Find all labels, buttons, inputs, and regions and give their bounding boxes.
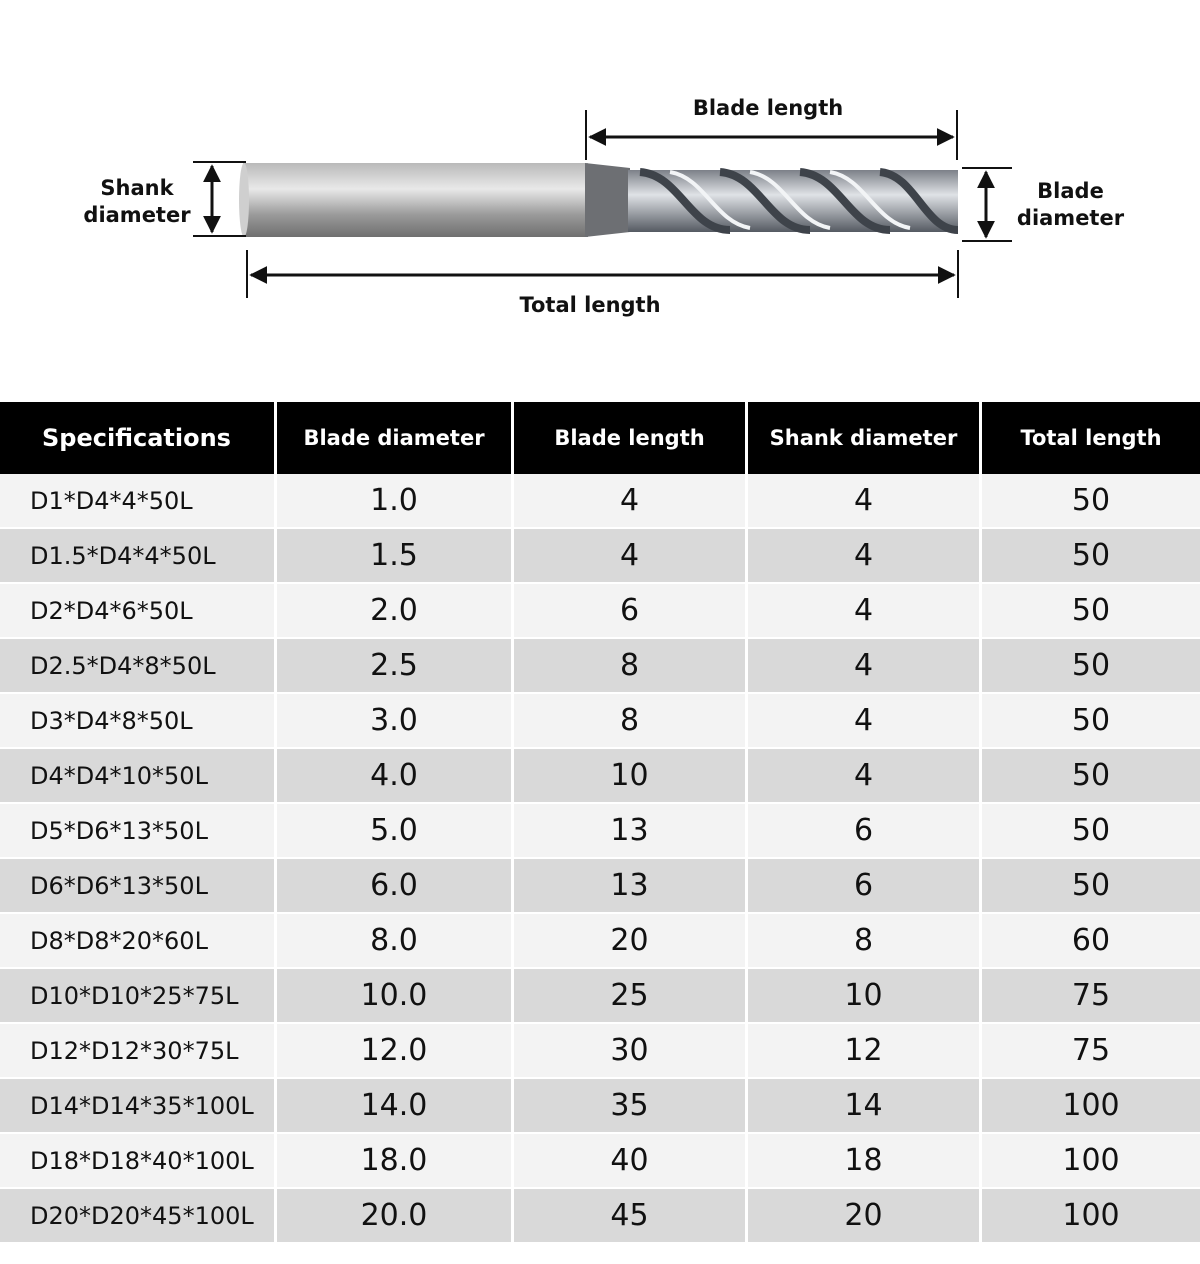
blade-length-label: Blade length — [692, 96, 844, 120]
table-row — [0, 859, 1200, 914]
table-row — [0, 749, 1200, 804]
cell-total-length: 50 — [982, 694, 1200, 749]
cell-total-length: 50 — [982, 474, 1200, 529]
cell-blade-diameter: 18.0 — [277, 1134, 514, 1189]
cell-blade-diameter: 3.0 — [277, 694, 514, 749]
cell-blade-diameter: 4.0 — [277, 749, 514, 804]
cell-shank-diameter: 12 — [748, 1024, 982, 1079]
blade-diameter-label-line2: diameter — [1016, 206, 1125, 230]
cell-total-length: 50 — [982, 584, 1200, 639]
table-row — [0, 529, 1200, 584]
cell-blade-length: 30 — [514, 1024, 748, 1079]
table-body — [0, 474, 1200, 1244]
cell-specification: D4*D4*10*50L — [0, 749, 277, 804]
table-row — [0, 584, 1200, 639]
table-row — [0, 694, 1200, 749]
cell-shank-diameter: 8 — [748, 914, 982, 969]
cell-blade-length: 45 — [514, 1189, 748, 1244]
cell-blade-length: 13 — [514, 804, 748, 859]
cell-shank-diameter: 4 — [748, 474, 982, 529]
header-shank-diameter: Shank diameter — [748, 402, 982, 474]
cell-blade-diameter: 5.0 — [277, 804, 514, 859]
cell-total-length: 50 — [982, 859, 1200, 914]
cell-blade-diameter: 1.0 — [277, 474, 514, 529]
cell-specification: D5*D6*13*50L — [0, 804, 277, 859]
cell-blade-length: 6 — [514, 584, 748, 639]
cell-shank-diameter: 4 — [748, 749, 982, 804]
cell-blade-diameter: 2.0 — [277, 584, 514, 639]
cell-total-length: 100 — [982, 1189, 1200, 1244]
cell-total-length: 75 — [982, 969, 1200, 1024]
cell-blade-diameter: 1.5 — [277, 529, 514, 584]
cell-total-length: 50 — [982, 639, 1200, 694]
table-row — [0, 1079, 1200, 1134]
cell-shank-diameter: 4 — [748, 694, 982, 749]
cell-blade-length: 20 — [514, 914, 748, 969]
cell-blade-diameter: 2.5 — [277, 639, 514, 694]
header-blade-length: Blade length — [514, 402, 748, 474]
cell-shank-diameter: 4 — [748, 639, 982, 694]
cell-specification: D2*D4*6*50L — [0, 584, 277, 639]
blade-diameter-label-line1: Blade — [1037, 179, 1104, 203]
cell-blade-length: 10 — [514, 749, 748, 804]
cell-shank-diameter: 6 — [748, 859, 982, 914]
cell-blade-length: 8 — [514, 639, 748, 694]
table-row — [0, 1189, 1200, 1244]
cell-shank-diameter: 4 — [748, 584, 982, 639]
cell-specification: D3*D4*8*50L — [0, 694, 277, 749]
shank-diameter-label — [72, 175, 202, 229]
cell-specification: D20*D20*45*100L — [0, 1189, 277, 1244]
cell-specification: D14*D14*35*100L — [0, 1079, 277, 1134]
cell-blade-length: 13 — [514, 859, 748, 914]
specifications-table — [0, 402, 1200, 1244]
table-row — [0, 474, 1200, 529]
cell-specification: D1*D4*4*50L — [0, 474, 277, 529]
cell-blade-length: 40 — [514, 1134, 748, 1189]
header-specifications: Specifications — [0, 402, 277, 474]
shank-taper — [585, 163, 630, 237]
cell-blade-diameter: 12.0 — [277, 1024, 514, 1079]
shank-diameter-label-line1: Shank — [100, 176, 174, 200]
header-blade-diameter: Blade diameter — [277, 402, 514, 474]
header-total-length: Total length — [982, 402, 1200, 474]
cell-blade-diameter: 8.0 — [277, 914, 514, 969]
cell-total-length: 50 — [982, 804, 1200, 859]
end-mill-diagram — [0, 0, 1200, 360]
cell-total-length: 100 — [982, 1134, 1200, 1189]
table-row — [0, 804, 1200, 859]
table-row — [0, 1024, 1200, 1079]
shank-body — [243, 163, 588, 237]
cell-shank-diameter: 20 — [748, 1189, 982, 1244]
table-row — [0, 969, 1200, 1024]
cell-blade-diameter: 14.0 — [277, 1079, 514, 1134]
cell-specification: D10*D10*25*75L — [0, 969, 277, 1024]
cell-total-length: 75 — [982, 1024, 1200, 1079]
cell-specification: D2.5*D4*8*50L — [0, 639, 277, 694]
cell-shank-diameter: 18 — [748, 1134, 982, 1189]
cell-blade-length: 4 — [514, 474, 748, 529]
cell-specification: D6*D6*13*50L — [0, 859, 277, 914]
cell-total-length: 50 — [982, 529, 1200, 584]
cell-shank-diameter: 10 — [748, 969, 982, 1024]
table-header-row — [0, 402, 1200, 474]
table-row — [0, 914, 1200, 969]
cell-blade-length: 35 — [514, 1079, 748, 1134]
shank-end — [239, 163, 249, 237]
cell-total-length: 100 — [982, 1079, 1200, 1134]
cell-blade-length: 4 — [514, 529, 748, 584]
table-row — [0, 639, 1200, 694]
cell-blade-diameter: 20.0 — [277, 1189, 514, 1244]
cell-shank-diameter: 6 — [748, 804, 982, 859]
cell-shank-diameter: 14 — [748, 1079, 982, 1134]
cell-shank-diameter: 4 — [748, 529, 982, 584]
cell-blade-diameter: 10.0 — [277, 969, 514, 1024]
cell-blade-length: 25 — [514, 969, 748, 1024]
cell-specification: D12*D12*30*75L — [0, 1024, 277, 1079]
cell-specification: D8*D8*20*60L — [0, 914, 277, 969]
total-length-label: Total length — [519, 293, 661, 317]
cell-specification: D1.5*D4*4*50L — [0, 529, 277, 584]
cell-blade-length: 8 — [514, 694, 748, 749]
cell-total-length: 60 — [982, 914, 1200, 969]
cell-total-length: 50 — [982, 749, 1200, 804]
shank-diameter-label-line2: diameter — [83, 203, 191, 227]
cell-specification: D18*D18*40*100L — [0, 1134, 277, 1189]
table-row — [0, 1134, 1200, 1189]
cell-blade-diameter: 6.0 — [277, 859, 514, 914]
blade-diameter-label — [1008, 178, 1133, 232]
